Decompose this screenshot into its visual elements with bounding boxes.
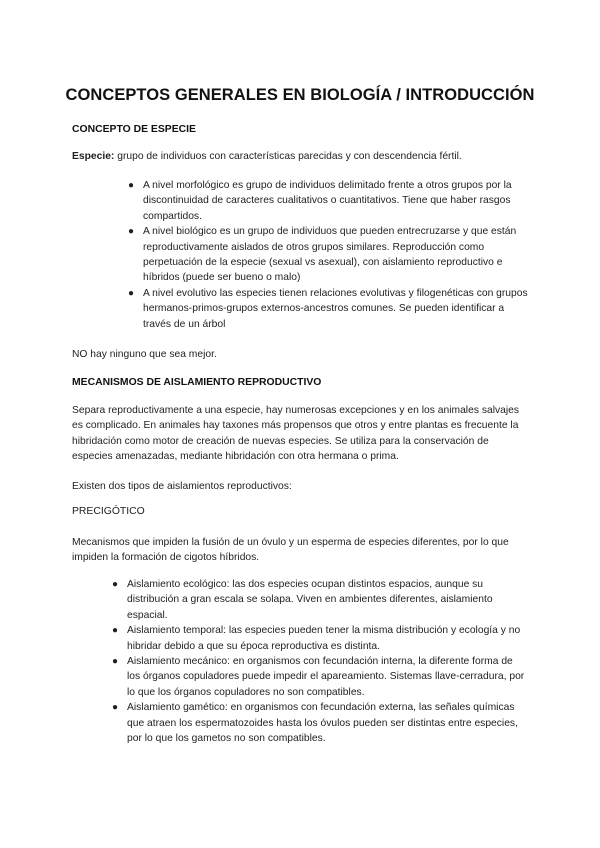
types-intro-paragraph: Existen dos tipos de aislamientos reproductivos: <box>72 481 292 492</box>
list-item <box>128 224 528 286</box>
bullet-icon: ● <box>128 287 135 299</box>
bullet-icon: ● <box>112 625 119 637</box>
list-item <box>112 577 528 623</box>
list-item-text: Aislamiento temporal: las especies pueden tener la misma distribución y ecología y no hibridar debido a que su época reproductiva es distinta. <box>127 625 521 652</box>
list-item-text: A nivel evolutivo las especies tienen relaciones evolutivas y filogenéticas con grupos hermanos-primos-grupos externos-ancestros comunes. Se pueden identificar a través de un árbol <box>143 287 528 330</box>
isolation-types-list <box>112 577 528 746</box>
bullet-icon: ● <box>128 180 135 191</box>
list-item <box>112 623 528 654</box>
list-item-text: Aislamiento mecánico: en organismos con fecundación interna, la diferente forma de los órganos copuladores puede impedir el apareamiento. Sistemas llave-cerradura, por lo que los órganos copuladores no son compatibles. <box>127 656 525 698</box>
section-heading-mecanismos: MECANISMOS DE AISLAMIENTO REPRODUCTIVO <box>72 377 322 388</box>
page-title: CONCEPTOS GENERALES EN BIOLOGÍA / INTRODUCCIÓN <box>65 86 535 104</box>
note-paragraph: NO hay ninguno que sea mejor. <box>72 349 217 360</box>
intro-paragraph: Separa reproductivamente a una especie, hay numerosas excepciones y en los animales salvajes es complicado. En animales hay taxones más propensos que otros y entre plantas es frecuente la hibridación como motor de creación de nuevas especies. Se utiliza para la conservación de especies amenazadas, mediante hibridación con otra hermana o prima. <box>72 405 520 463</box>
list-item <box>112 654 528 700</box>
list-item-text: A nivel biológico es un grupo de individuos que pueden entrecruzarse y que están reproductivamente aislados de otros grupos similares. Reproducción como perpetuación de la especie (sexual vs asexual), con aislamiento reproductivo e híbridos (puede ser bueno o malo) <box>143 226 517 284</box>
precigotico-paragraph: Mecanismos que impiden la fusión de un óvulo y un esperma de especies diferentes, por lo que impiden la formación de cigotos híbridos. <box>72 537 509 564</box>
list-item-text: A nivel morfológico es grupo de individuos delimitado frente a otros grupos por la discontinuidad de caracteres cualitativos o cuantitativos. Tiene que haber rasgos compartidos. <box>143 180 512 222</box>
definition-text: grupo de individuos con características parecidas y con descendencia fértil. <box>114 151 462 162</box>
definition-paragraph <box>72 149 528 164</box>
species-concepts-list <box>128 178 528 332</box>
list-item-text: Aislamiento ecológico: las dos especies ocupan distintos espacios, aunque su distribución a gran escala se solapa. Viven en ambientes diferentes, aislamiento espacial. <box>127 579 493 621</box>
subheading-precigotico: PRECIGÓTICO <box>72 506 145 517</box>
bullet-icon: ● <box>112 579 119 590</box>
list-item <box>112 700 528 746</box>
definition-term: Especie: <box>72 151 115 162</box>
list-item <box>128 286 528 332</box>
section-heading-especie: CONCEPTO DE ESPECIE <box>72 124 196 135</box>
list-item <box>128 178 528 224</box>
list-item-text: Aislamiento gamético: en organismos con fecundación externa, las señales químicas que atraen los espermatozoides hasta los óvulos pueden ser distintas entre especies, por lo que los gametos no son compatibles. <box>127 702 518 745</box>
bullet-icon: ● <box>128 226 135 238</box>
bullet-icon: ● <box>112 702 119 714</box>
bullet-icon: ● <box>112 656 119 668</box>
